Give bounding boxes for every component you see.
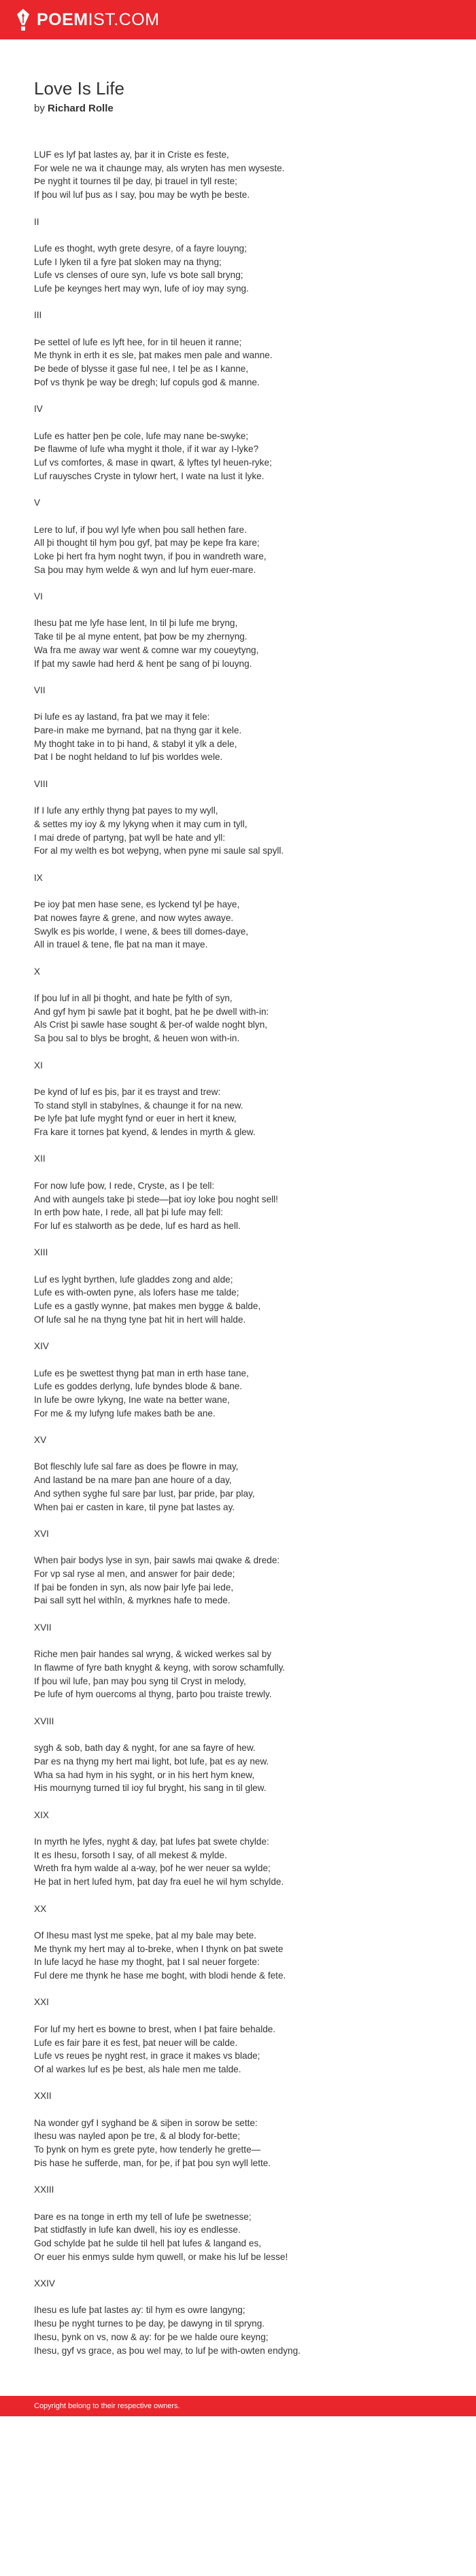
poem-line: Luf rauysches Cryste in tylowr hert, I wate na lust it lyke. <box>34 470 265 481</box>
stanza <box>34 1367 476 1421</box>
poem-line: Lufe es thoght, wyth grete desyre, of a fayre louyng; <box>34 243 247 254</box>
poem-line: Þare es na tonge in erth my tell of lufe þe swetnesse; <box>34 2211 252 2222</box>
poem-line: Lufe es with-owten pyne, als lofers hase me talde; <box>34 1287 239 1298</box>
poem-line: Wa fra me away war went & comne war my coueytyng, <box>34 644 259 655</box>
poem-line: My thoght take in to þi hand, & stabyl it ylk a dele, <box>34 738 237 749</box>
poem-line: And with aungels take þi stede—þat ioy loke þou noght sell! <box>34 1194 278 1204</box>
poem-line: And gyf hym þi sawle þat it boght, þat he þe dwell with-in: <box>34 1006 269 1017</box>
poem-line: For luf my hert es bowne to brest, when I þat faire behalde. <box>34 2023 276 2034</box>
poem-line: Swylk es þis worlde, I wene, & bees till domes-daye, <box>34 926 249 937</box>
stanza <box>34 1835 476 1889</box>
poem-line: Lufe I lyken til a fyre þat sloken may na thyng; <box>34 256 222 267</box>
poem-line: If þai be fonden in syn, als now þair lyfe þai lede, <box>34 1582 234 1592</box>
stanza-number: XVII <box>34 1622 52 1633</box>
poem-line: Luf vs comfortes, & mase in qwart, & lyftes tyl heuen-ryke; <box>34 457 272 468</box>
poem-line: If þou luf in all þi thoght, and hate þe fylth of syn, <box>34 993 233 1004</box>
stanza <box>34 992 476 1045</box>
stanza-number: III <box>34 310 42 321</box>
stanza <box>34 2117 476 2170</box>
stanza <box>34 1554 476 1607</box>
poem-line: Þai sall sytt hel withîn, & myrknes hafe to mede. <box>34 1595 231 1606</box>
poem-line: Riche men þair handes sal wryng, & wicked werkes sal by <box>34 1649 272 1660</box>
poem-line: Lufe es þe swettest thyng þat man in erth hase tane, <box>34 1368 249 1378</box>
poem-line: Þi lufe es ay lastand, fra þat we may it fele: <box>34 712 210 723</box>
poem-line: sygh & sob, bath day & nyght, for ane sa fayre of hew. <box>34 1743 256 1754</box>
stanza <box>34 804 476 858</box>
stanza <box>34 898 476 952</box>
poem-line: Lufe es goddes derlyng, lufe byndes blode & bane. <box>34 1381 243 1392</box>
poem-line: Ihesu was nayled apon þe tre, & al blody for-bette; <box>34 2131 241 2142</box>
poem-line: Bot fleschly lufe sal fare as does þe flowre in may, <box>34 1461 239 1472</box>
poem-line: In erth þow hate, I rede, all þat þi lufe may fell: <box>34 1207 224 1218</box>
stanza-number: VI <box>34 591 43 602</box>
poem-line: Me thynk my hert may al to-breke, when I thynk on þat swete <box>34 1943 284 1954</box>
stanza-number: VII <box>34 684 46 695</box>
stanza <box>34 1460 476 1514</box>
poem-line: Na wonder gyf I syghand be & siþen in sorow be sette: <box>34 2117 258 2128</box>
stanza <box>34 616 476 670</box>
poem-line: He þat in hert lufed hym, þat day fra euel he wil hym schylde. <box>34 1877 284 1887</box>
poem-line: Of lufe sal he na thyng tyne þat hit in hert will halde. <box>34 1314 246 1325</box>
poem-line: Of al warkes luf es þe best, als hale men me talde. <box>34 2064 241 2074</box>
poem-line: When þai er casten in kare, til pyne þat lastes ay. <box>34 1501 235 1512</box>
stanza <box>34 710 476 764</box>
stanza-number: XIII <box>34 1247 48 1258</box>
poem-line: Lufe vs clenses of oure syn, lufe vs bote sall bryng; <box>34 270 243 281</box>
poem-line: In lufe be owre lykyng, Ine wate na better wane, <box>34 1394 230 1405</box>
stanza-number: XII <box>34 1153 46 1164</box>
stanza-number: II <box>34 216 39 227</box>
poem-line: LUF es lyf þat lastes ay, þar it in Criste es feste, <box>34 150 229 160</box>
stanza-number: V <box>34 498 41 508</box>
stanza-number: XIV <box>34 1341 49 1352</box>
stanza-number: XXI <box>34 1997 49 2008</box>
poem-line: Or euer his enmys sulde hym quwell, or make his luf be lesse! <box>34 2251 288 2262</box>
poem-line: Me thynk in erth it es sle, þat makes men pale and wanne. <box>34 350 273 361</box>
poem-line: Þof vs thynk þe way be dregh; luf copuls god & manne. <box>34 377 260 387</box>
poem-line: All in trauel & tene, fle þat na man it maye. <box>34 939 208 950</box>
poem-line: In myrth he lyfes, nyght & day, þat lufes þat swete chylde: <box>34 1837 269 1847</box>
poem-line: Take til þe al myne entent, þat þow be my zhernyng. <box>34 631 248 642</box>
stanza <box>34 1741 476 1795</box>
stanza-number: XVIII <box>34 1716 54 1726</box>
poem-line: Þare-in make me byrnand, þat na thyng gar it kele. <box>34 725 242 736</box>
stanza-number: IV <box>34 404 43 415</box>
poem-line: Ihesu þat me lyfe hase lent, In til þi lufe me bryng, <box>34 618 238 629</box>
stanza-number: XXII <box>34 2091 52 2102</box>
poem-line: If þou wil lufe, þan may þou syng til Cryst in melody, <box>34 1675 246 1686</box>
poem-line: If I lufe any erthly thyng þat payes to my wyll, <box>34 805 218 816</box>
stanza <box>34 1179 476 1233</box>
stanza <box>34 1648 476 1701</box>
stanza-number: XV <box>34 1435 47 1446</box>
stanza <box>34 523 476 577</box>
poem-line: And lastand be na mare þan ane houre of a day, <box>34 1475 232 1486</box>
poem-line: And sythen syghe ful sare þar lust, þar pride, þar play, <box>34 1488 255 1499</box>
poem-line: Þat stidfastly in lufe kan dwell, his ioy es endlesse. <box>34 2225 241 2235</box>
poem-line: Loke þi hert fra hym noght twyn, if þou in wandreth ware, <box>34 551 267 561</box>
poem-byline <box>34 102 476 116</box>
stanza-number: XVI <box>34 1528 49 1539</box>
site-logo[interactable] <box>15 8 160 31</box>
poem-line: For wele ne wa it chaunge may, als wryten has men wyseste. <box>34 162 285 173</box>
poem-line: Lufe vs reues þe nyght rest, in grace it makes vs blade; <box>34 2051 260 2061</box>
poem-line: Þe bede of blysse it gase ful nee, I tel þe as I kanne, <box>34 364 249 375</box>
poem-line: If þou wil luf þus as I say, þou may be wyth þe beste. <box>34 190 250 201</box>
poem-line: Lufe es hatter þen þe cole, lufe may nane be-swyke; <box>34 430 249 441</box>
top-navbar <box>0 0 476 39</box>
poem-line: Fra kare it tornes þat kyend, & lendes in myrth & glew. <box>34 1127 256 1138</box>
poem-line: To stand styll in stabylnes, & chaunge it for na new. <box>34 1100 243 1111</box>
poem-line: In lufe lacyd he hase my thoght, þat I sal neuer forgete: <box>34 1957 260 1968</box>
stanza <box>34 148 476 202</box>
poem-line: Lufe es fair þare it es fest, þat neuer will be calde. <box>34 2037 238 2048</box>
poem-line: Þat I be noght heldand to luf þis worldes wele. <box>34 752 223 763</box>
poem-line: For me & my lufyng lufe makes bath be ane. <box>34 1408 216 1418</box>
stanza-number: XI <box>34 1060 43 1071</box>
poem-line: Lere to luf, if þou wyl lyfe when þou sall hethen fare. <box>34 524 247 535</box>
poem-line: When þair bodys lyse in syn, þair sawls mai qwake & drede: <box>34 1555 280 1566</box>
poem-line: Þe nyght it tournes til þe day, þi trauel in tyll reste; <box>34 176 237 187</box>
stanza <box>34 1085 476 1139</box>
poem-line: Ihesu es lufe þat lastes ay: til hym es owre langyng; <box>34 2305 245 2316</box>
poem-line: Þis hase he sufferde, man, for þe, if þat þou syn wyll lette. <box>34 2157 271 2168</box>
main-content <box>0 39 476 2357</box>
poem-body <box>34 148 476 2357</box>
stanza-number: XX <box>34 1903 47 1914</box>
poem-line: Ihesu þe nyght turnes to þe day, þe dawyng in til spryng. <box>34 2318 265 2329</box>
poem-line: If þat my sawle had herd & hent þe sang of þi louyng. <box>34 658 252 669</box>
poem-line: For now lufe þow, I rede, Cryste, as I þe tell: <box>34 1180 215 1191</box>
stanza <box>34 2023 476 2076</box>
stanza <box>34 336 476 389</box>
poem-title: Love Is Life <box>34 78 124 99</box>
poem-line: Þe settel of lufe es lyft hee, for in til heuen it ranne; <box>34 336 242 347</box>
poem-line: Lufe es a gastly wynne, þat makes men bygge & balde, <box>34 1301 261 1312</box>
poem-line: For vp sal ryse al men, and answer for þair dede; <box>34 1569 235 1580</box>
poem-line: I mai drede of partyng, þat wyll be hate and yll: <box>34 832 226 843</box>
poem-line: His mournyng turned til ioy ful bryght, his sang in til glew. <box>34 1783 267 1794</box>
poem-line: God schylde þat he sulde til hell þat lufes & langand es, <box>34 2238 262 2248</box>
byline-prefix: by <box>34 103 48 114</box>
poem-line: For luf es stalworth as þe dede, luf es hard as hell. <box>34 1220 241 1231</box>
stanza <box>34 1273 476 1327</box>
quill-pen-icon <box>15 8 31 31</box>
stanza-number: X <box>34 966 41 977</box>
poem-line: Sa þou sal to blys be broght, & heuen won with-in. <box>34 1033 240 1044</box>
poem-line: Sa þou may hym welde & wyn and luf hym euer-mare. <box>34 564 256 575</box>
stanza-number: XXIII <box>34 2185 54 2195</box>
poem-line: Þe ioy þat men hase sene, es lyckend tyl þe haye, <box>34 899 240 910</box>
poem-line: For al my welth es bot weþyng, when pyne mi saule sal spyll. <box>34 846 284 856</box>
poem-line: Þat nowes fayre & grene, and now wytes awaye. <box>34 912 234 923</box>
copyright-text: Copyright belong to their respective owners. <box>34 2402 180 2411</box>
poem-line: Ihesu, gyf vs grace, as þou wel may, to luf þe with-owten endyng. <box>34 2345 301 2356</box>
poem-line: Þe kynd of luf es þis, þar it es trayst and trew: <box>34 1086 221 1097</box>
logo-text: POEMIST.COM <box>37 10 160 29</box>
poem-line: Wreth fra hym walde al a-way, þof he wer neuer sa wylde; <box>34 1863 271 1874</box>
poem-line: Als Crist þi sawle hase sought & þer-of walde noght blyn, <box>34 1020 268 1030</box>
poem-line: Luf es lyght byrthen, lufe gladdes zong and alde; <box>34 1274 233 1285</box>
stanza <box>34 242 476 296</box>
poem-line: Þe lufe of hym ouercoms al thyng, þarto þou traiste trewly. <box>34 1689 272 1700</box>
poem-line: In flawme of fyre bath knyght & keyng, with sorow schamfully. <box>34 1662 286 1673</box>
stanza <box>34 2303 476 2357</box>
poem-line: All þi thought til hym þou gyf, þat may þe kepe fra kare; <box>34 538 260 549</box>
stanza <box>34 1929 476 1983</box>
author-link[interactable]: Richard Rolle <box>48 103 114 114</box>
stanza-number: IX <box>34 872 43 883</box>
poem-line: To þynk on hym es grete pyte, how tenderly he grette— <box>34 2144 261 2155</box>
poem-line: Þe flawme of lufe wha myght it thole, if it war ay I-lyke? <box>34 444 259 455</box>
poem-line: Wha sa had hym in his syght, or in his hert hym knew, <box>34 1769 255 1780</box>
poem-line: Þe lyfe þat lufe myght fynd or euer in hert it knew, <box>34 1113 237 1124</box>
stanza-number: XXIV <box>34 2278 55 2289</box>
footer <box>0 2396 476 2416</box>
stanza <box>34 430 476 483</box>
poem-line: It es Ihesu, forsoth I say, of all mekest & mylde. <box>34 1849 227 1860</box>
stanza-number: VIII <box>34 778 48 789</box>
poem-line: Ihesu, þynk on vs, now & ay: for þe we halde oure keyng; <box>34 2331 269 2342</box>
poem-line: Þar es na thyng my hert mai light, bot lufe, þat es ay new. <box>34 1756 269 1766</box>
stanza <box>34 2210 476 2264</box>
poem-line: Ful dere me thynk he hase me boght, with blodi hende & fete. <box>34 1970 286 1981</box>
poem-line: & settes my ioy & my lykyng when it may cum in tyll, <box>34 818 248 829</box>
poem-line: Of Ihesu mast lyst me speke, þat al my bale may bete. <box>34 1930 257 1940</box>
poem-line: Lufe þe keynges hert may wyn, lufe of ioy may syng. <box>34 283 249 294</box>
stanza-number: XIX <box>34 1809 49 1820</box>
